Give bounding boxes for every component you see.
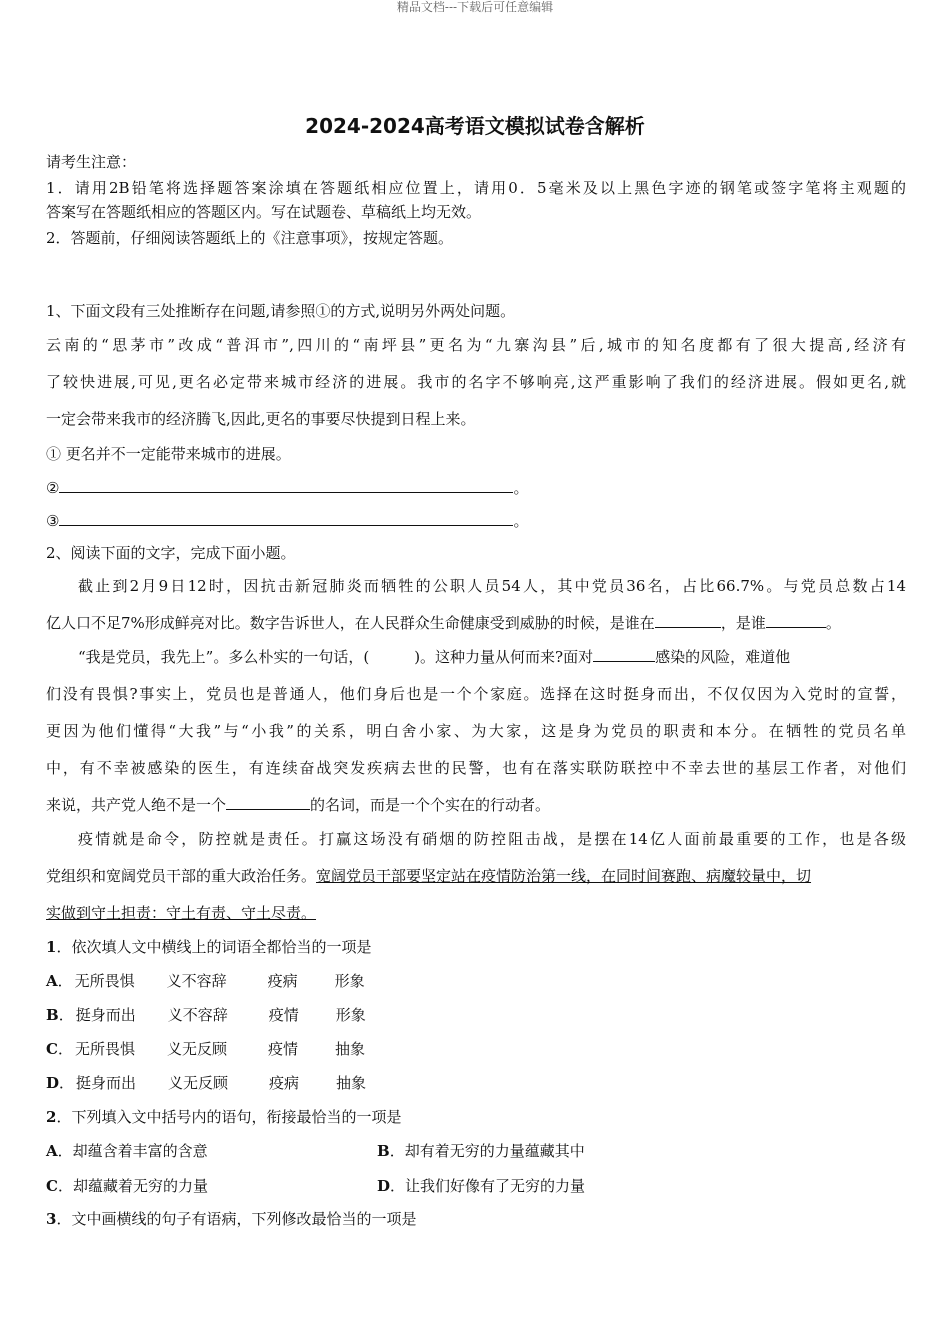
passage-para-2-line-4: 中，有不幸被感染的医生，有连续奋战突发疾病去世的民警，也有在落实联防联控中不幸去世的基层工作者，对他们 [46,759,906,777]
passage-para-3-line-3 [46,902,906,924]
blank-4[interactable] [226,794,310,810]
option-word-3: 疫情 [268,1006,299,1024]
sub1-option-d[interactable]: D． 挺身而出 义无反顾 疫病 抽象 [46,1074,367,1092]
passage-para-2-line-5 [46,794,906,816]
q1-passage-line-2: 了较快进展,可见,更名必定带来城市经济的进展。我市的名字不够响亮,这严重影响了我们的经济进展。假如更名,就 [46,373,906,391]
option-word-1: 无所畏惧 [74,1040,135,1058]
option-word-2: 义不容辞 [167,1006,228,1024]
sub2-options-row-1 [46,1140,906,1162]
option-text: 却蕴含着丰富的含意 [72,1142,208,1160]
option-word-4: 抽象 [336,1074,367,1092]
option-word-2: 义无反顾 [166,1040,227,1058]
q1-answer-3-mark: ③ [46,512,60,530]
option-word-1: 挺身而出 [76,1074,137,1092]
sub1-option-b[interactable]: B． 挺身而出 义不容辞 疫情 形象 [46,1006,366,1024]
sub-question-2-text: ．下列填入文中括号内的语句，衔接最恰当的一项是 [56,1108,402,1126]
para-1-text-a: 亿人口不足7%形成鲜亮对比。数字告诉世人，在人民群众生命健康受到威胁的时候，是谁在 [46,614,655,632]
page-header: 精品文档---下载后可任意编辑 [396,0,554,14]
passage-para-1-line-2 [46,612,906,634]
sub-question-2-number: 2 [46,1108,57,1126]
option-word-3: 疫病 [269,1074,300,1092]
q1-answer-1: ① 更名并不一定能带来城市的进展。 [46,445,291,463]
sub-question-3 [46,1208,906,1230]
option-word-3: 疫病 [267,972,298,990]
sub2-option-c[interactable]: C．却蕴藏着无穷的力量 [46,1177,208,1195]
q1-prompt: 1、下面文段有三处推断存在问题,请参照①的方式,说明另外两处问题。 [46,302,516,320]
option-text: 却蕴藏着无穷的力量 [72,1177,208,1195]
sub-question-3-text: ．文中画横线的句子有语病，下列修改最恰当的一项是 [56,1210,417,1228]
option-word-2: 义不容辞 [166,972,227,990]
option-word-4: 形象 [334,972,365,990]
page-title: 2024-2024高考语文模拟试卷含解析 [305,114,645,138]
option-label: A [46,972,58,990]
option-word-3: 疫情 [267,1040,298,1058]
passage-para-2-line-1 [78,646,906,668]
sub1-option-c[interactable]: C． 无所畏惧 义无反顾 疫情 抽象 [46,1040,365,1058]
sub2-option-b[interactable]: B．却有着无穷的力量蕴藏其中 [377,1142,585,1160]
notice-item-1-line-1: 1．请用2B铅笔将选择题答案涂填在答题纸相应位置上，请用0．5毫米及以上黑色字迹的钢笔或签字笔将主观题的 [46,179,906,197]
q1-answer-3-end: 。 [513,512,529,530]
sub-question-3-number: 3 [46,1210,57,1228]
option-label: C [46,1040,58,1058]
option-text: 让我们好像有了无穷的力量 [405,1177,586,1195]
sub2-option-d[interactable]: D．让我们好像有了无穷的力量 [377,1177,586,1195]
sub-question-2 [46,1106,906,1128]
option-word-1: 无所畏惧 [74,972,135,990]
passage-para-2-line-3: 更因为他们懂得“大我”与“小我”的关系，明白舍小家、为大家，这是身为党员的职责和本分。在牺牲的党员名单 [46,722,906,740]
option-text: 却有着无穷的力量蕴藏其中 [404,1142,585,1160]
option-word-4: 形象 [335,1006,366,1024]
option-word-2: 义无反顾 [168,1074,229,1092]
option-word-1: 挺身而出 [75,1006,136,1024]
para-1-text-c: 。 [825,614,841,632]
notice-item-2: 2．答题前，仔细阅读答题纸上的《注意事项》，按规定答题。 [46,229,454,247]
q1-answer-2-mark: ② [46,479,60,497]
underlined-sentence-part-2: 实做到守土担责：守土有责、守土尽责。 [46,904,317,922]
sub1-option-a[interactable]: A． 无所畏惧 义不容辞 疫病 形象 [46,972,365,990]
q1-answer-3-blank[interactable] [59,510,513,526]
para-2-text-a: “我是党员，我先上”。多么朴实的一句话，( )。这种力量从何而来?面对 [78,648,594,666]
notice-item-1-line-2: 答案写在答题纸相应的答题区内。写在试题卷、草稿纸上均无效。 [46,203,482,221]
blank-1[interactable] [655,612,721,628]
q1-answer-2-end: 。 [513,479,529,497]
passage-para-3-line-2 [46,865,906,887]
sub-question-1-number: 1 [46,938,57,956]
passage-para-2-line-2: 们没有畏惧?事实上，党员也是普通人，他们身后也是一个个家庭。选择在这时挺身而出，不仅仅因为入党时的宣誓， [46,685,906,703]
q1-answer-2-blank[interactable] [59,477,513,493]
para-2-text-b: 感染的风险，难道他 [655,648,791,666]
q1-answer-3 [46,510,906,532]
passage-para-1-line-1: 截止到2月9日12时，因抗击新冠肺炎而牺牲的公职人员54人，其中党员36名，占比66.7%。与党员总数占14 [78,577,906,595]
q1-passage-line-1: 云南的“思茅市”改成“普洱市”,四川的“南坪县”更名为“九寨沟县”后,城市的知名度都有了很大提高,经济有 [46,336,907,354]
q1-passage-line-3: 一定会带来我市的经济腾飞,因此,更名的事要尽快提到日程上来。 [46,410,476,428]
underlined-sentence-part-1: 宽阔党员干部要坚定站在疫情防治第一线，在同时间赛跑、病魔较量中，切 [316,867,812,885]
q2-prompt: 2、阅读下面的文字，完成下面小题。 [46,544,296,562]
sub-question-1-text: ．依次填人文中横线上的词语全都恰当的一项是 [56,938,372,956]
sub2-options-row-2 [46,1175,906,1197]
notice-heading: 请考生注意： [46,153,137,171]
sub-question-1 [46,936,906,958]
blank-3[interactable] [593,646,655,662]
passage-para-3-line-1: 疫情就是命令，防控就是责任。打赢这场没有硝烟的防控阻击战，是摆在14亿人面前最重要的工作，也是各级 [78,830,906,848]
sub2-option-a[interactable]: A．却蕴含着丰富的含意 [46,1142,208,1160]
option-label: B [46,1006,59,1024]
option-label: D [46,1074,60,1092]
para-3-text-a: 党组织和宽阔党员干部的重大政治任务。 [46,867,317,885]
para-2-text-c: 来说，共产党人绝不是一个 [46,796,227,814]
option-word-4: 抽象 [334,1040,365,1058]
q1-answer-2 [46,477,906,499]
para-1-text-b: ，是谁 [720,614,766,632]
blank-2[interactable] [766,612,826,628]
para-2-text-d: 的名词，而是一个个实在的行动者。 [310,796,551,814]
